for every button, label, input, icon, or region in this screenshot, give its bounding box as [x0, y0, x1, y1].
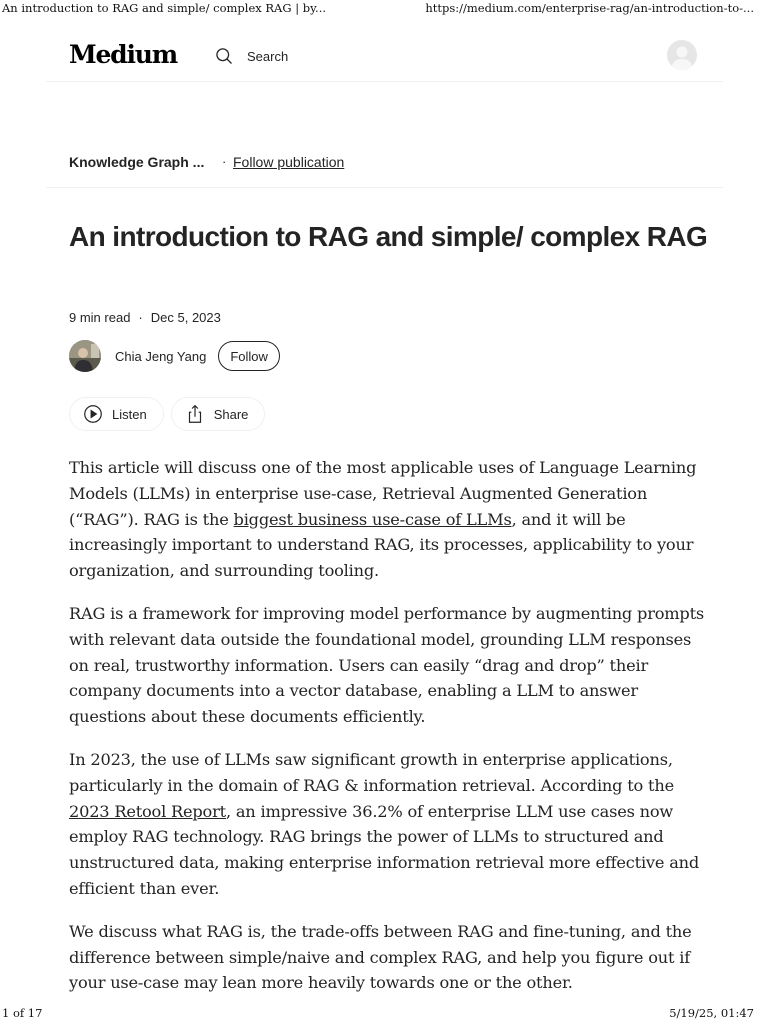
user-placeholder-icon	[667, 40, 697, 70]
paragraph-4: We discuss what RAG is, the trade-offs between RAG and fine-tuning, and the difference between simple/naive and complex RAG, and help you figure out if your use-case may lean more heavily towards one or the other.	[69, 921, 692, 993]
author-name[interactable]: Chia Jeng Yang	[115, 348, 207, 364]
publication-bar	[46, 142, 723, 188]
author-row	[69, 340, 280, 372]
paragraph-1	[69, 455, 709, 584]
print-header	[0, 0, 768, 18]
user-avatar-button[interactable]	[667, 40, 697, 70]
author-photo-icon	[69, 340, 101, 372]
follow-publication-link[interactable]: Follow publication	[233, 154, 345, 170]
paragraph-text: In 2023, the use of LLMs saw significant growth in enterprise applications, particularly in the domain of RAG & information retrieval. According to the	[69, 749, 674, 795]
article-actions	[69, 397, 272, 431]
listen-label: Listen	[112, 406, 147, 422]
page-number: 1 of 17	[2, 1006, 43, 1020]
share-icon	[184, 403, 206, 425]
publish-date: Dec 5, 2023	[150, 310, 221, 325]
paragraph-text: This article will discuss one of the most applicable uses of Language Learning Models (LLMs) in enterprise use-case, Retrieval Augmented Generation (“RAG”). RAG is the	[69, 458, 697, 529]
article-title: An introduction to RAG and simple/ complex RAG	[69, 221, 708, 252]
read-time: 9 min read	[69, 310, 131, 325]
print-header-title: An introduction to RAG and simple/ complex RAG | by...	[2, 1, 327, 15]
paragraph-2: RAG is a framework for improving model performance by augmenting prompts with relevant data outside the foundational model, grounding LLM responses on real, trustworthy information. Users can easily “drag and drop” their company documents into a vector database, enabling a LLM to answer questions about these documents efficiently.	[69, 603, 704, 727]
listen-button[interactable]	[69, 397, 164, 431]
publication-separator: ·	[222, 154, 227, 169]
follow-author-button[interactable]: Follow	[218, 341, 280, 371]
search-icon	[214, 46, 234, 66]
search-label: Search	[247, 48, 289, 64]
publication-name[interactable]: Knowledge Graph ...	[69, 154, 205, 170]
author-avatar[interactable]	[69, 340, 101, 372]
meta-separator: ·	[138, 310, 143, 325]
article-meta	[69, 310, 221, 325]
print-footer	[0, 1006, 768, 1024]
paragraph-3	[69, 747, 709, 902]
business-use-case-link[interactable]: biggest business use-case of LLMs	[233, 509, 512, 529]
print-datetime: 5/19/25, 01:47	[669, 1006, 754, 1020]
print-header-url: https://medium.com/enterprise-rag/an-introduction-to-...	[425, 1, 754, 15]
article-body	[69, 455, 709, 1013]
top-navigation-bar	[46, 30, 723, 82]
paragraph-text: , an impressive 36.2% of enterprise LLM use cases now employ RAG technology. RAG brings the power of LLMs to structured and unstructured data, making enterprise information retrieval more effective and efficient than ever.	[69, 801, 700, 898]
search-button[interactable]	[214, 45, 288, 67]
medium-logo[interactable]: Medium	[69, 40, 177, 69]
paragraph-text: , and it will be increasingly important to understand RAG, its processes, applicability to your organization, and surrounding tooling.	[69, 509, 694, 581]
share-label: Share	[213, 406, 249, 422]
play-icon	[82, 403, 104, 425]
retool-report-link[interactable]: 2023 Retool Report	[69, 801, 226, 821]
share-button[interactable]	[171, 397, 266, 431]
